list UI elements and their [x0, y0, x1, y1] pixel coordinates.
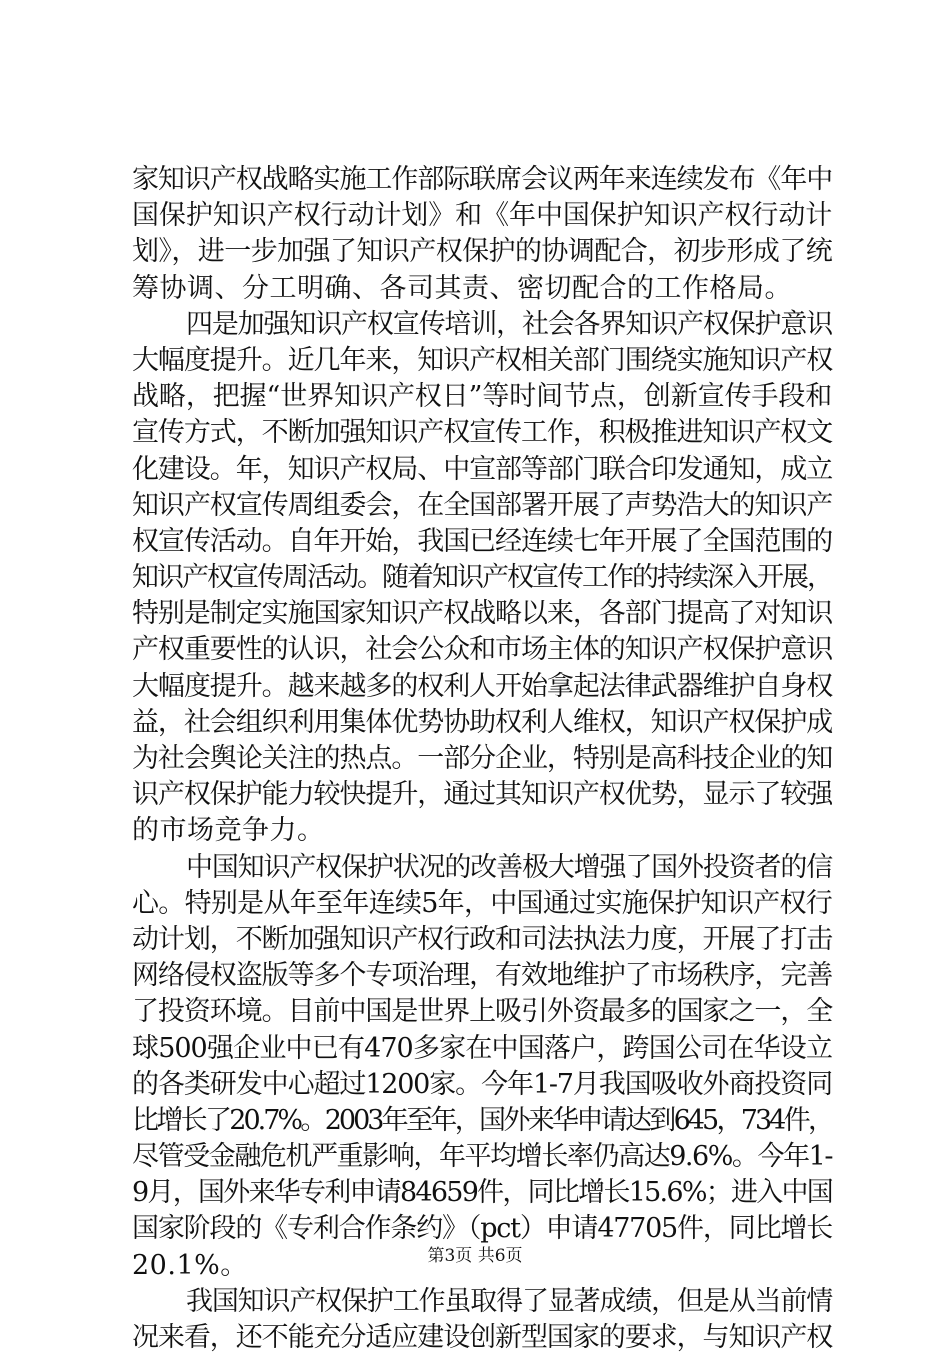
text-line: 特别是制定实施国家知识产权战略以来，各部门提高了对知识 — [132, 598, 832, 630]
text-line: 益，社会组织利用集体优势协助权利人维权，知识产权保护成 — [132, 706, 832, 738]
text-line: 产权重要性的认识，社会公众和市场主体的知识产权保护意识 — [132, 634, 832, 666]
text-line: 况来看，还不能充分适应建设创新型国家的要求，与知识产权 — [132, 1322, 832, 1353]
body-text — [132, 162, 832, 1356]
text-line: 的各类研发中心超过1200家。今年1-7月我国吸收外商投资同 — [132, 1068, 832, 1100]
text-line: 动计划，不断加强知识产权行政和司法执法力度，开展了打击 — [132, 923, 832, 955]
text-line: 了投资环境。目前中国是世界上吸引外资最多的国家之一，全 — [132, 996, 832, 1028]
text-line: 20.1%。 — [132, 1249, 248, 1281]
text-line: 网络侵权盗版等多个专项治理，有效地维护了市场秩序，完善 — [132, 960, 832, 992]
text-line: 心。特别是从年至年连续5年，中国通过实施保护知识产权行 — [132, 887, 832, 919]
text-line: 知识产权宣传周活动。随着知识产权宣传工作的持续深入开展， — [132, 562, 832, 594]
text-line: 国家阶段的《专利合作条约》（pct）申请47705件，同比增长 — [132, 1213, 832, 1245]
text-line: 筹协调、分工明确、各司其责、密切配合的工作格局。 — [132, 272, 792, 304]
text-line: 我国知识产权保护工作虽取得了显著成绩，但是从当前情 — [186, 1285, 832, 1317]
text-line: 中国知识产权保护状况的改善极大增强了国外投资者的信 — [186, 851, 832, 883]
text-line: 识产权保护能力较快提升，通过其知识产权优势，显示了较强 — [132, 779, 832, 811]
text-line: 球500强企业中已有470多家在中国落户，跨国公司在华设立 — [132, 1032, 832, 1064]
text-line: 尽管受金融危机严重影响，年平均增长率仍高达9.6%。今年1- — [132, 1141, 832, 1173]
text-line: 比增长了20.7%。2003年至年，国外来华申请达到645，734件， — [132, 1104, 832, 1136]
text-line: 的市场竞争力。 — [132, 815, 325, 847]
text-line: 为社会舆论关注的热点。一部分企业，特别是高科技企业的知 — [132, 743, 832, 774]
text-line: 权宣传活动。自年开始，我国已经连续七年开展了全国范围的 — [132, 525, 832, 557]
text-line: 宣传方式，不断加强知识产权宣传工作，积极推进知识产权文 — [132, 417, 832, 449]
text-line: 国保护知识产权行动计划》和《年中国保护知识产权行动计 — [132, 200, 832, 232]
text-line: 知识产权宣传周组委会，在全国部署开展了声势浩大的知识产 — [132, 489, 832, 521]
text-line: 9月，国外来华专利申请84659件，同比增长15.6%；进入中国 — [132, 1177, 832, 1209]
text-line: 划》，进一步加强了知识产权保护的协调配合，初步形成了统 — [132, 236, 832, 268]
text-line: 四是加强知识产权宣传培训，社会各界知识产权保护意识 — [186, 308, 832, 340]
text-line: 大幅度提升。越来越多的权利人开始拿起法律武器维护自身权 — [132, 670, 832, 702]
text-line: 战略，把握“世界知识产权日”等时间节点，创新宣传手段和 — [132, 381, 832, 413]
page-footer: 第3页 共6页 — [427, 1246, 523, 1266]
text-line: 大幅度提升。近几年来，知识产权相关部门围绕实施知识产权 — [132, 344, 832, 376]
text-line: 化建设。年，知识产权局、中宣部等部门联合印发通知，成立 — [132, 453, 832, 485]
text-line: 家知识产权战略实施工作部际联席会议两年来连续发布《年中 — [132, 164, 832, 195]
